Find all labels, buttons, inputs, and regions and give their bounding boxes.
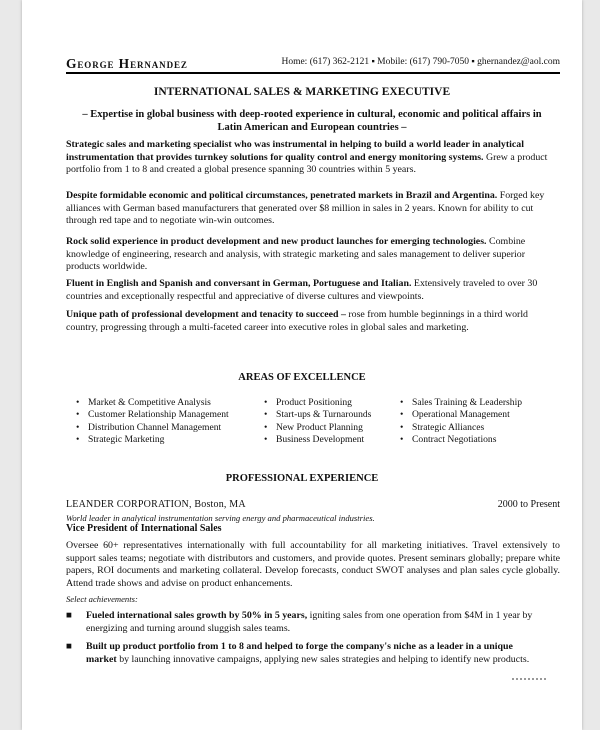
skills-grid: [76, 397, 556, 477]
summary-text: Grew a product portfolio from 1 to 8 and created a global presence spanning 30 countries within 5 years.: [66, 151, 548, 176]
summary-text: Extensively traveled to over 30 countries and exceptionally respectful and appreciative of diverse cultures and viewpoints.: [66, 278, 538, 302]
skill-item: • Strategic Alliances: [400, 422, 522, 434]
skill-item: • New Product Planning: [264, 422, 371, 434]
skill-item: • Business Development: [264, 434, 371, 446]
tagline: – Expertise in global business with deep-rooted experience in cultural, economic and political affairs in Latin American and European countries –: [82, 109, 542, 133]
achievement-text: by launching innovative campaigns, applying new sales strategies and helping to identify new products.: [116, 653, 530, 665]
summary-highlight: Rock solid experience in product development and new product launches for emerging technologies.: [66, 236, 487, 247]
achievements-heading: Select achievements:: [66, 594, 138, 604]
summary-paragraph: [66, 236, 556, 274]
achievement-item: [66, 610, 542, 635]
summary-paragraph: [66, 278, 556, 303]
summary-text: Combine knowledge of engineering, research and analysis, with strategic marketing and sales management to deliver superior products worldwide.: [66, 236, 526, 273]
skill-item: • Strategic Marketing: [76, 434, 229, 446]
employer-description: World leader in analytical instrumentation serving energy and pharmaceutical industries.: [66, 513, 375, 523]
job-title: Vice President of International Sales: [66, 523, 222, 534]
summary-highlight: Fluent in English and Spanish and conversant in German, Portuguese and Italian.: [66, 278, 412, 289]
employment-dates: 2000 to Present: [497, 499, 560, 510]
header-divider: [66, 72, 560, 74]
achievement-highlight: Built up product portfolio from 1 to 8 and helped to forge the company's niche as a leader in a unique market: [86, 641, 513, 665]
resume-page: [22, 0, 582, 730]
summary-highlight: Despite formidable economic and political circumstances, penetrated markets in Brazil and Argentina.: [66, 190, 498, 201]
skill-item: • Start-ups & Turnarounds: [264, 409, 371, 421]
skill-item: • Distribution Channel Management: [76, 422, 229, 434]
summary-paragraph: [66, 139, 556, 177]
job-overview: Oversee 60+ representatives internationally with full accountability for all marketing initiatives. Travel extensively to support sales teams; negotiate with distributors and customers, and provide quotes. Present seminars globally; prepare white papers, ROI documents and marketing collateral. Develop forecasts, conduct SWOT analyses and plan sales cycle globally. Attend trade shows and advise on product enhancements.: [66, 540, 560, 589]
summary-highlight: Strategic sales and marketing specialist who was instrumental in helping to build a world leader in analytical instrumentation that provides turnkey solutions for quality control and energy monitoring systems.: [66, 139, 524, 163]
skill-item: • Operational Management: [400, 409, 522, 421]
professional-experience-heading: PROFESSIONAL EXPERIENCE: [225, 473, 379, 484]
skills-column: [400, 397, 522, 447]
summary-paragraph: [66, 190, 556, 228]
skill-item: • Market & Competitive Analysis: [76, 397, 229, 409]
achievement-item: [66, 641, 542, 666]
skill-item: • Customer Relationship Management: [76, 409, 229, 421]
summary-text: rose from humble beginnings in a third world country, progressing through a multi-faceted career into executive roles in global sales and marketing.: [66, 309, 528, 333]
professional-headline: INTERNATIONAL SALES & MARKETING EXECUTIVE: [153, 86, 451, 98]
contact-info: Home: (617) 362-2121 ▪ Mobile: (617) 790-7050 ▪ ghernandez@aol.com: [281, 57, 560, 67]
achievement-highlight: Fueled international sales growth by 50% in 5 years,: [86, 610, 308, 621]
summary-highlight: Unique path of professional development and tenacity to succeed –: [66, 309, 346, 320]
bullet-icon: ■: [66, 610, 72, 621]
bullet-icon: ■: [66, 641, 72, 652]
page-continuation-mark: [512, 678, 546, 684]
achievement-text: igniting sales from one operation from $4M in 1 year by energizing and turning around sluggish sales teams.: [86, 610, 533, 634]
summary-text: Forged key alliances with German based manufacturers that generated over $8 million in sales in 2 years. Known for ability to cut through red tape and to negotiate win-win outcomes.: [66, 190, 545, 227]
skill-item: • Contract Negotiations: [400, 434, 522, 446]
employer-name: LEANDER CORPORATION, Boston, MA: [66, 499, 246, 510]
skills-column: [264, 397, 371, 447]
candidate-name: George Hernandez: [66, 56, 188, 71]
skill-item: • Sales Training & Leadership: [400, 397, 522, 409]
skills-column: [76, 397, 229, 447]
areas-of-excellence-heading: AREAS OF EXCELLENCE: [238, 372, 366, 383]
summary-paragraph: [66, 309, 556, 334]
skill-item: • Product Positioning: [264, 397, 371, 409]
